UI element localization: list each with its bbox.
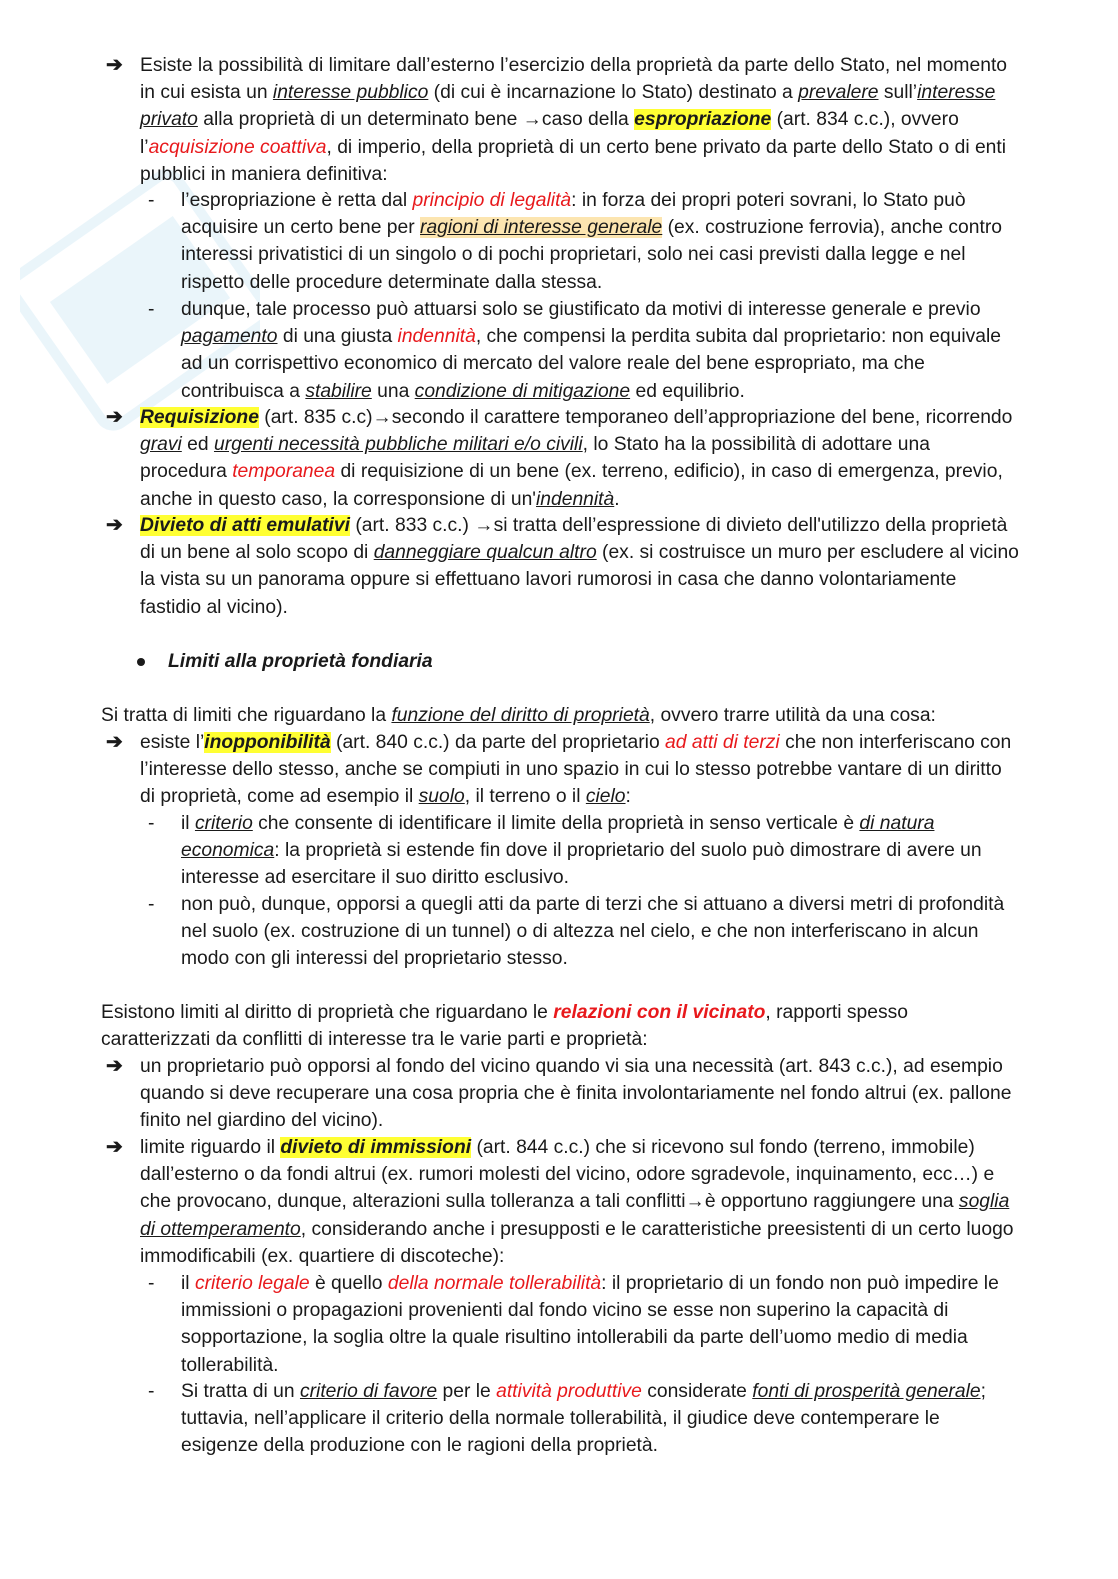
section-text	[181, 190, 1002, 293]
emphasis-term: ad atti di terzi	[665, 732, 780, 753]
text-run: (art. 835 c.c)→secondo il carattere temporaneo dell’appropriazione del bene, ricorrendo	[258, 407, 1013, 428]
text-run: (ex. si costruisce un muro per escludere al vicino la vista su un panorama oppure si effettuano lavori rumorosi in casa che danno volontariamente fastidio al vicino).	[140, 542, 1019, 618]
underlined-term: cielo	[585, 786, 626, 808]
underlined-term: di natura economica	[181, 813, 935, 862]
section-text	[140, 55, 1007, 185]
emphasis-term: temporanea	[232, 461, 336, 483]
text-run: (art. 833 c.c.) →si tratta dell’espressione di divieto dell'utilizzo della proprietà di un bene al solo scopo di	[140, 515, 1008, 564]
text-run: esiste l’	[140, 732, 205, 753]
section-text	[181, 894, 1004, 969]
text-run: ed equilibrio.	[630, 380, 745, 402]
underlined-term: danneggiare qualcun altro	[373, 542, 597, 564]
emphasis-term: della normale tollerabilità	[387, 1273, 602, 1294]
underlined-term: pagamento	[181, 326, 278, 348]
dash-item	[148, 1270, 1021, 1379]
dash-icon: -	[148, 1273, 155, 1294]
text-run: (art. 840 c.c.) da parte del proprietario	[330, 732, 666, 753]
arrow-item	[106, 52, 1020, 188]
arrow-item	[106, 729, 1020, 811]
arrow-icon: ➔	[106, 406, 123, 428]
dash-icon: -	[148, 813, 155, 834]
arrow-item	[106, 404, 1020, 513]
emphasis-term: acquisizione coattiva	[148, 136, 327, 158]
underlined-term: indennità	[536, 488, 615, 510]
dash-icon: -	[148, 1381, 155, 1402]
text-run: dunque, tale processo può attuarsi solo se giustificato da motivi di interesse generale e previo	[181, 299, 981, 320]
highlighted-term: Requisizione	[140, 407, 259, 428]
dash-item	[148, 891, 1021, 973]
section-text	[140, 732, 1011, 807]
arrow-icon: ➔	[106, 54, 123, 76]
arrow-item	[106, 1134, 1020, 1270]
text-run: ed	[181, 434, 214, 456]
underlined-term: interesse pubblico	[272, 82, 429, 104]
arrow-item	[106, 512, 1020, 621]
text-run: una	[371, 380, 415, 402]
text-run: (ex. costruzione ferrovia), anche contro interessi privatistici di un singolo o di pochi proprietari, solo nei casi previsti dalla legge e nel rispetto delle procedure determinate dalla stessa.	[181, 217, 1003, 293]
text-run: è quello	[309, 1273, 388, 1294]
underlined-term: criterio	[194, 813, 253, 834]
highlighted-term: inopponibilità	[204, 732, 331, 753]
section-text	[101, 705, 936, 726]
text-run: .	[614, 488, 620, 510]
text-run: l’espropriazione è retta dal	[181, 190, 413, 211]
section-text	[140, 407, 1012, 510]
section-text	[140, 1056, 1011, 1131]
text-run: il	[181, 813, 195, 834]
text-run: di una giusta	[277, 326, 398, 348]
section-text	[181, 813, 982, 888]
section-text	[101, 1002, 908, 1050]
section-text	[181, 1273, 999, 1376]
underlined-term: suolo	[418, 786, 465, 808]
underlined-term: fonti di prosperità generale	[752, 1381, 981, 1402]
text-run: , ovvero trarre utilità da una cosa:	[649, 705, 936, 726]
text-run: per le	[437, 1381, 497, 1402]
dash-item	[148, 296, 1021, 405]
text-run: : in forza dei propri poteri sovrani, lo Stato può acquisire un certo bene per	[181, 190, 966, 239]
paragraph	[101, 702, 1021, 729]
dash-item	[148, 187, 1021, 296]
text-run: sull’	[878, 82, 918, 104]
highlighted-term: espropriazione	[634, 109, 772, 131]
arrow-icon: ➔	[106, 1055, 123, 1077]
text-run: , lo Stato ha la possibilità di adottare una procedura	[140, 434, 930, 483]
text-run: alla proprietà di un determinato bene →caso della	[197, 109, 635, 131]
text-run: Esistono limiti al diritto di proprietà che riguardano le	[101, 1002, 554, 1023]
text-run: considerate	[641, 1381, 753, 1402]
section-text	[181, 299, 1001, 402]
text-run: :	[625, 786, 631, 808]
text-run: un proprietario può opporsi al fondo del vicino quando vi sia una necessità (art. 843 c.c.), ad esempio quando si deve recuperare una cosa propria che è finita involontariamente nel fondo altrui (ex. pallone finito nel giardino del vicino).	[140, 1056, 1012, 1132]
text-run: il	[181, 1273, 195, 1294]
section-heading	[168, 648, 868, 675]
text-run: ; tuttavia, nell’applicare il criterio della normale tollerabilità, il giudice deve contemperare le esigenze della produzione con le ragioni della proprietà.	[181, 1381, 986, 1457]
text-run: che non interferiscano con l’interesse dello stesso, anche se compiuti in uno spazio in cui lo stesso potrebbe vantare di un diritto di proprietà, come ad esempio il	[140, 732, 1012, 808]
text-run: , che compensi la perdita subita dal proprietario: non equivale ad un corrispettivo economico di mercato del valore reale del bene espropriato, ma che contribuisca a	[181, 326, 1002, 402]
highlighted-term: divieto di immissioni	[280, 1137, 472, 1158]
text-run: , rapporti spesso caratterizzati da conflitti di interesse tra le varie parti e proprietà:	[101, 1002, 908, 1051]
text-run: Esiste la possibilità di limitare dall’esterno l’esercizio della proprietà da parte dello Stato, nel momento in cui esista un	[140, 55, 1008, 104]
text-run: limite riguardo il	[140, 1137, 281, 1158]
underlined-term: urgenti necessità pubbliche militari e/o civili	[213, 434, 583, 456]
dash-item	[148, 1378, 1021, 1460]
underlined-term: criterio di favore	[299, 1381, 438, 1402]
highlighted-term: ragioni di interesse generale	[420, 217, 663, 239]
arrow-icon: ➔	[106, 1136, 123, 1158]
underlined-term: stabilire	[305, 380, 372, 402]
underlined-term: soglia di ottemperamento	[140, 1191, 1010, 1240]
dash-item	[148, 810, 1021, 892]
text-run: Si tratta di un	[181, 1381, 300, 1402]
text-run: : la proprietà si estende fin dove il proprietario del suolo può dimostrare di avere un interesse ad esercitare il suo diritto esclusivo.	[181, 840, 982, 889]
text-run: (art. 834 c.c.), ovvero l’	[140, 109, 959, 158]
text-run: non può, dunque, opporsi a quegli atti da parte di terzi che si attuano a diversi metri di profondità nel suolo (ex. costruzione di un tunnel) o di altezza nel cielo, e che non interferiscano in alcun modo con gli interessi del proprietario stesso.	[181, 894, 1005, 970]
emphasis-term: criterio legale	[194, 1273, 310, 1294]
dash-icon: -	[148, 894, 155, 915]
section-text	[140, 1137, 1014, 1267]
underlined-term: interesse privato	[140, 82, 996, 131]
text-run: che consente di identificare il limite della proprietà in senso verticale è	[252, 813, 860, 834]
underlined-term: funzione del diritto di proprietà	[391, 705, 650, 726]
emphasis-term: principio di legalità	[412, 190, 572, 211]
emphasis-term: relazioni con il vicinato	[553, 1002, 766, 1023]
section-text	[140, 515, 1019, 618]
text-run: , il terreno o il	[464, 786, 586, 808]
arrow-icon: ➔	[106, 514, 123, 536]
text-run: (art. 844 c.c.) che si ricevono sul fondo (terreno, immobile) dall’esterno o da fondi altrui (ex. rumori molesti del vicino, odore sgradevole, inquinamento, ecc…) e che provocano, dunque, alterazioni sulla tolleranza a tali conflitti→è opportuno raggiungere una	[140, 1137, 995, 1213]
bullet-icon	[137, 658, 145, 666]
text-run: Limiti alla proprietà fondiaria	[168, 651, 433, 672]
arrow-icon: ➔	[106, 731, 123, 753]
emphasis-term: indennità	[397, 326, 476, 348]
text-run: : il proprietario di un fondo non può impedire le immissioni o propagazioni provenienti dal fondo vicino se esse non superino la capacità di sopportazione, la soglia oltre la quale risultino intollerabili da parte dell’uomo medio di media tollerabilità.	[181, 1273, 999, 1376]
text-run: (di cui è incarnazione lo Stato) destinato a	[428, 82, 799, 104]
section-text	[181, 1381, 986, 1456]
section-text	[168, 651, 433, 672]
text-run: , considerando anche i presupposti e le caratteristiche preesistenti di un certo luogo immodificabili (ex. quartiere di discoteche):	[140, 1218, 1014, 1267]
arrow-item	[106, 1053, 1020, 1135]
paragraph	[101, 999, 1021, 1053]
dash-icon: -	[148, 190, 155, 211]
underlined-term: prevalere	[798, 82, 879, 104]
dash-icon: -	[148, 299, 155, 320]
text-run: , di imperio, della proprietà di un certo bene privato da parte dello Stato o di enti pubblici in maniera definitiva:	[140, 136, 1007, 185]
highlighted-term: Divieto di atti emulativi	[140, 515, 350, 536]
underlined-term: gravi	[140, 434, 182, 456]
underlined-term: condizione di mitigazione	[414, 380, 631, 402]
emphasis-term: attività produttive	[496, 1381, 642, 1402]
text-run: di requisizione di un bene (ex. terreno, edificio), in caso di emergenza, previo, anche in questo caso, la corresponsione di un'	[140, 461, 1003, 510]
text-run: Si tratta di limiti che riguardano la	[101, 705, 392, 726]
